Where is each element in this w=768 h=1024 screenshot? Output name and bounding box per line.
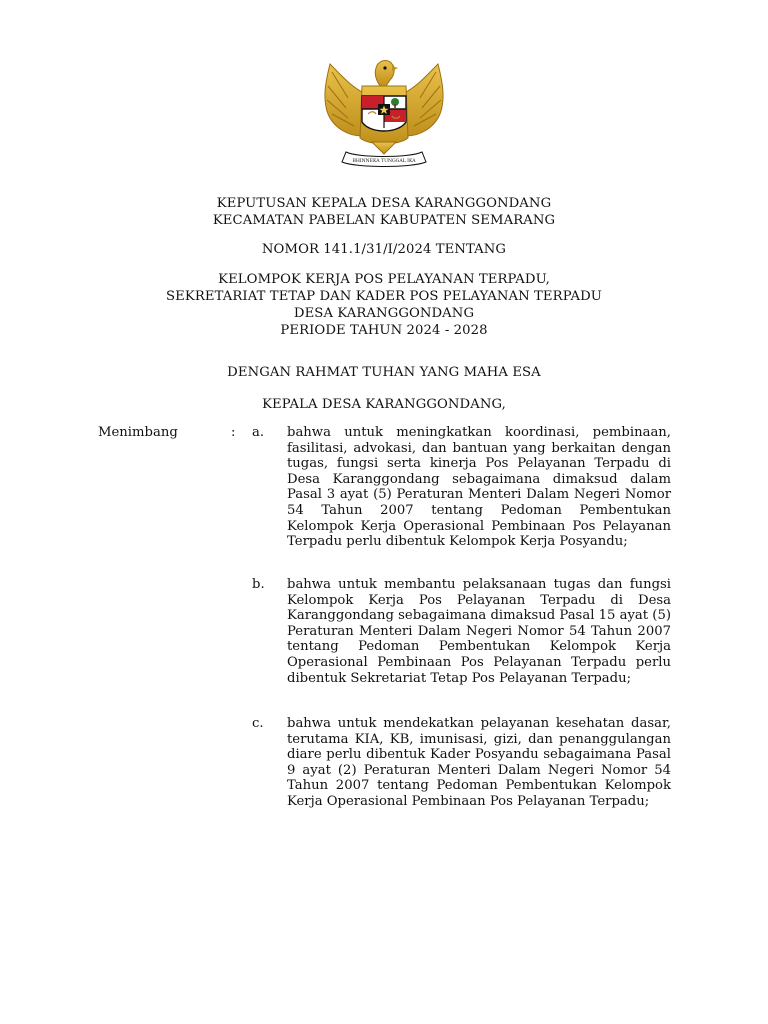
item-letter: a. xyxy=(252,425,265,440)
item-text: bahwa untuk meningkatkan koordinasi, pembinaan, fasilitasi, advokasi, dan bantuan yang berkaitan dengan tugas, fungsi serta kinerja Pos Pelayanan Terpadu di Desa Karanggondang sebagaimana dimaksud dalam Pasal 3 ayat (5) Peraturan Menteri Dalam Negeri Nomor 54 Tahun 2007 tentang Pedoman Pembentukan Kelompok Kerja Operasional Pembinaan Pos Pelayanan Terpadu perlu dibentuk Kelompok Kerja Posyandu; xyxy=(287,425,671,550)
subject-line-3: DESA KARANGGONDANG xyxy=(293,306,475,321)
item-letter: c. xyxy=(252,716,264,731)
considering-colon: : xyxy=(231,425,236,440)
garuda-pancasila-emblem xyxy=(318,58,450,170)
item-text: bahwa untuk mendekatkan pelayanan kesehatan dasar, terutama KIA, KB, imunisasi, gizi, dan penanggulangan diare perlu dibentuk Kader Posyandu sebagaimana Pasal 9 ayat (2) Peraturan Menteri Dalam Negeri Nomor 54 Tahun 2007 tentang Pedoman Pembentukan Kelompok Kerja Operasional Pembinaan Pos Pelayanan Terpadu; xyxy=(287,716,671,809)
authority xyxy=(0,396,768,413)
title-line-2: KECAMATAN PABELAN KABUPATEN SEMARANG xyxy=(212,213,556,228)
authority-line: KEPALA DESA KARANGGONDANG, xyxy=(262,397,506,412)
item-letter: b. xyxy=(252,577,265,592)
period-line: PERIODE TAHUN 2024 - 2028 xyxy=(280,323,488,338)
title-line-1: KEPUTUSAN KEPALA DESA KARANGGONDANG xyxy=(216,196,552,211)
subject-line-2: SEKRETARIAT TETAP DAN KADER POS PELAYANAN TERPADU xyxy=(166,289,602,304)
number-line: NOMOR 141.1/31/I/2024 TENTANG xyxy=(261,242,507,257)
motto-text: BHINNEKA TUNGGAL IKA xyxy=(352,159,416,164)
item-text: bahwa untuk membantu pelaksanaan tugas dan fungsi Kelompok Kerja Pos Pelayanan Terpadu di Desa Karanggondang sebagaimana dimaksud Pasal 15 ayat (5) Peraturan Menteri Dalam Negeri Nomor 54 Tahun 2007 tentang Pedoman Pembentukan Kelompok Kerja Operasional Pembinaan Pos Pelayanan Terpadu perlu dibentuk Sekretariat Tetap Pos Pelayanan Terpadu; xyxy=(287,577,671,686)
decree-number xyxy=(0,241,768,258)
subject-line-1: KELOMPOK KERJA POS PELAYANAN TERPADU, xyxy=(218,272,550,287)
blessing xyxy=(0,364,768,381)
considering-label: Menimbang xyxy=(98,425,178,440)
blessing-line: DENGAN RAHMAT TUHAN YANG MAHA ESA xyxy=(227,365,541,380)
decree-title xyxy=(0,195,768,229)
decree-subject xyxy=(0,271,768,339)
